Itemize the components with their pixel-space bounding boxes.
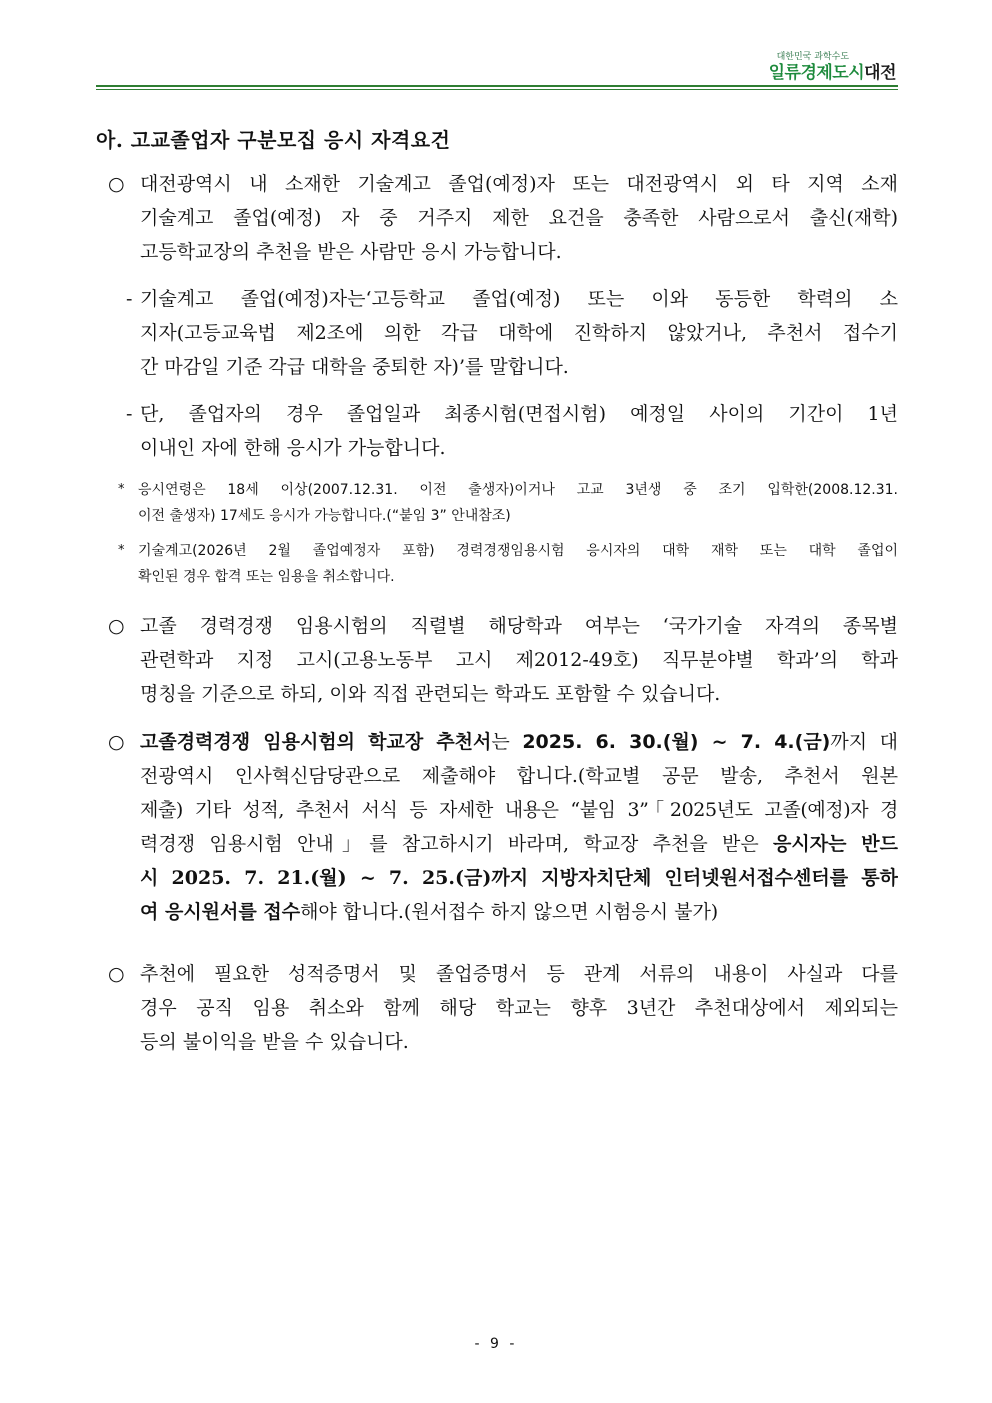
asterisk-icon: * <box>118 482 125 497</box>
text-span: 해야 합니다.(원서접수 하지 않으면 시험응시 불가) <box>300 901 719 923</box>
text-line: 이내인 자에 한해 응시가 가능합니다. <box>140 437 446 459</box>
logo-city: 대전 <box>864 63 896 83</box>
page-number: - 9 - <box>474 1336 518 1352</box>
text-line: 대전광역시 내 소재한 기술계고 졸업(예정)자 또는 대전광역시 외 타 지역 소재 <box>140 173 898 195</box>
circle-bullet-icon: ○ <box>108 731 125 753</box>
bold-text: 고졸경력경쟁 임용시험의 학교장 추천서 <box>140 731 492 753</box>
text-line: 응시연령은 18세 이상(2007.12.31. 이전 출생자)이거나 고교 3년생 중 조기 입학한(2008.12.31. <box>138 482 898 498</box>
circle-bullet-icon: ○ <box>108 615 125 637</box>
text-span: 력경쟁 임용시험 안내」를 참고하시기 바라며, 학교장 추천을 받은 <box>140 833 774 855</box>
text-span: 는 <box>491 731 523 753</box>
header-logo <box>769 52 896 83</box>
dash-item-definition <box>126 282 898 384</box>
recommendation-period: 2025. 6. 30.(월) ~ 7. 4.(금) <box>522 731 831 753</box>
logo-slogan: 일류경제도시 <box>768 63 865 83</box>
text-span: 까지 대 <box>830 731 898 753</box>
bullet-item-related-major <box>108 609 898 711</box>
dash-bullet-icon: - <box>126 288 133 310</box>
text-line: 경우 공직 임용 취소와 함께 해당 학교는 향후 3년간 추천대상에서 제외되는 <box>140 997 898 1019</box>
section-title: 아. 고교졸업자 구분모집 응시 자격요건 <box>96 128 451 152</box>
text-line: 고졸 경력경쟁 임용시험의 직렬별 해당학과 여부는 ‘국가기술 자격의 종목별 <box>140 615 898 637</box>
header-rule <box>96 85 898 87</box>
text-line <box>140 725 898 759</box>
logo-tagline: 대한민국 과학수도 <box>776 52 850 62</box>
text-line: 간 마감일 기준 각급 대학을 중퇴한 자)’를 말합니다. <box>140 356 569 378</box>
text-line: 지자(고등교육법 제2조에 의한 각급 대학에 진학하지 않았거나, 추천서 접수기 <box>140 322 898 344</box>
text-line: 기술계고 졸업(예정) 자 중 거주지 제한 요건을 충족한 사람으로서 출신(재학) <box>140 207 898 229</box>
text-line <box>140 895 898 929</box>
text-line: 추천에 필요한 성적증명서 및 졸업증명서 등 관계 서류의 내용이 사실과 다를 <box>140 963 898 985</box>
text-line: 관련학과 지정 고시(고용노동부 고시 제2012-49호) 직무분야별 학과’의 학과 <box>140 649 898 671</box>
logo-wordmark <box>769 63 896 83</box>
text-line <box>140 827 898 861</box>
bullet-item-eligibility <box>108 167 898 269</box>
note-cancellation <box>118 538 898 590</box>
text-line: 전광역시 인사혁신담당관으로 제출해야 합니다.(학교별 공문 발송, 추천서 원본 <box>140 765 898 787</box>
text-line: 제출) 기타 성적, 추천서 서식 등 자세한 내용은 “붙임 3”「2025년도 고졸(예정)자 경 <box>140 799 898 821</box>
circle-bullet-icon: ○ <box>108 173 125 195</box>
text-line: 기술계고(2026년 2월 졸업예정자 포함) 경력경쟁임용시험 응시자의 대학 재학 또는 대학 졸업이 <box>138 543 898 559</box>
note-age <box>118 477 898 529</box>
circle-bullet-icon: ○ <box>108 963 125 985</box>
dash-bullet-icon: - <box>126 403 133 425</box>
header-rule-thin <box>96 89 898 90</box>
text-line: 확인된 경우 합격 또는 임용을 취소합니다. <box>138 569 395 585</box>
text-line: 기술계고 졸업(예정)자는‘고등학교 졸업(예정) 또는 이와 동등한 학력의 소 <box>140 288 898 310</box>
application-period-line: 시 2025. 7. 21.(월) ~ 7. 25.(금)까지 지방자치단체 인터넷원서접수센터를 통하 <box>140 867 898 889</box>
text-line: 명칭을 기준으로 하되, 이와 직접 관련되는 학과도 포함할 수 있습니다. <box>140 683 721 705</box>
text-line: 고등학교장의 추천을 받은 사람만 응시 가능합니다. <box>140 241 562 263</box>
text-line: 단, 졸업자의 경우 졸업일과 최종시험(면접시험) 예정일 사이의 기간이 1년 <box>140 403 898 425</box>
bold-text: 응시자는 반드 <box>773 833 898 855</box>
dash-item-graduate-limit <box>126 397 898 465</box>
text-line: 이전 출생자) 17세도 응시가 가능합니다.(“붙임 3” 안내참조) <box>138 508 511 524</box>
asterisk-icon: * <box>118 543 125 558</box>
bullet-item-recommendation <box>108 725 898 929</box>
bullet-item-penalty <box>108 957 898 1059</box>
bold-text: 여 응시원서를 접수 <box>140 901 301 923</box>
text-line: 등의 불이익을 받을 수 있습니다. <box>140 1031 409 1053</box>
